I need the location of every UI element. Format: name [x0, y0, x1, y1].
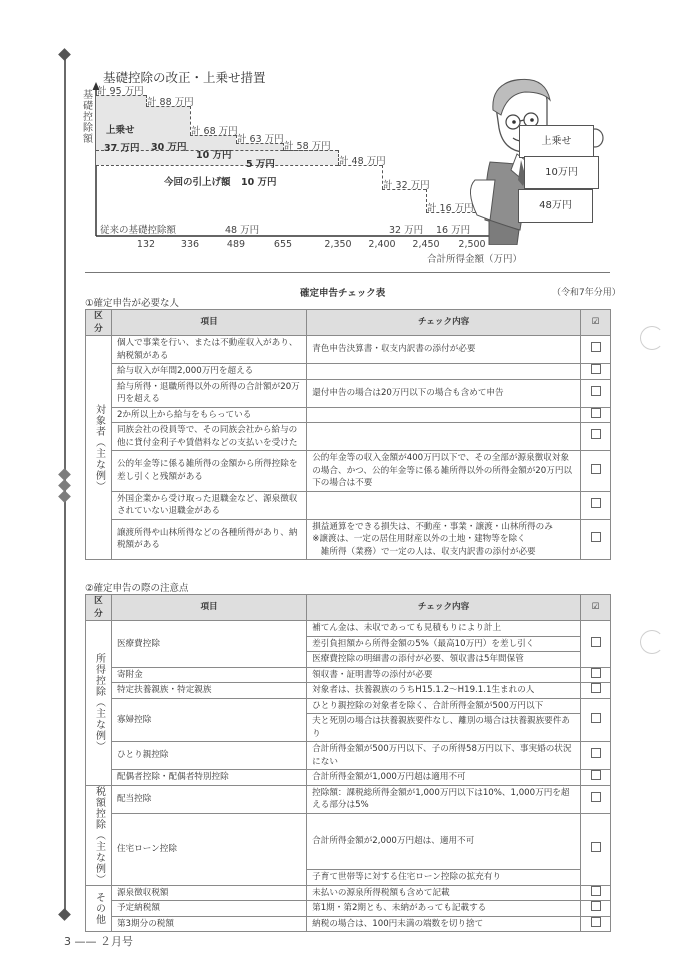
checklist-title: 確定申告チェック表	[300, 288, 386, 299]
content-cell	[307, 491, 581, 519]
checkbox[interactable]	[591, 683, 601, 693]
table-row	[86, 423, 611, 451]
header-item: 項目	[111, 595, 306, 621]
header-check: ☑	[581, 595, 611, 621]
table-row	[86, 491, 611, 519]
table-row	[86, 683, 611, 699]
category-cell	[86, 336, 112, 560]
step-total-label: 計 58 万円	[284, 141, 331, 153]
item-cell: ひとり親控除	[111, 742, 306, 770]
checkbox[interactable]	[591, 429, 601, 439]
table-row	[86, 813, 611, 870]
punch-hole-icon	[640, 630, 664, 654]
sign-top: 上乗せ	[519, 125, 594, 158]
content-cell: 領収書・証明書等の添付が必要	[307, 667, 581, 683]
required-filers-table	[85, 309, 611, 560]
content-cell: 未払いの源泉所得税額も含めて記載	[307, 885, 581, 901]
raise-value: 10 万円	[241, 177, 277, 188]
content-cell: 公的年金等の収入金額が400万円以下で、その全部が源泉徴収対象の場合、かつ、公的年金等に係る雑所得以外の所得金額が20万円以下の場合は不要	[307, 451, 581, 492]
table-row	[86, 336, 611, 364]
check-cell[interactable]	[581, 364, 611, 380]
table-row	[86, 519, 611, 560]
check-cell[interactable]	[581, 519, 611, 560]
checkbox[interactable]	[591, 342, 601, 352]
table-row	[86, 885, 611, 901]
x-tick-label: 336	[180, 239, 200, 250]
chart-title: 基礎控除の改正・上乗せ措置	[103, 70, 266, 85]
content-cell: 差引負担額から所得金額の5%（最高10万円）を差し引く	[307, 636, 581, 652]
item-cell: 住宅ローン控除	[111, 813, 306, 885]
header-check: ☑	[581, 310, 611, 336]
header-content: チェック内容	[307, 310, 581, 336]
header-category: 区分	[86, 595, 112, 621]
checkbox[interactable]	[591, 464, 601, 474]
checkbox[interactable]	[591, 917, 601, 927]
table-row	[86, 667, 611, 683]
punch-hole-icon	[640, 326, 664, 350]
item-cell: 寄附金	[111, 667, 306, 683]
check-cell[interactable]	[581, 379, 611, 407]
step-total-label: 計 48 万円	[339, 155, 386, 167]
table-row	[86, 698, 611, 714]
x-tick-label: 2,400	[368, 239, 396, 250]
check-cell[interactable]	[581, 336, 611, 364]
diamond-icon	[58, 490, 71, 503]
check-cell[interactable]	[581, 916, 611, 932]
category-label: 税額控除（主な例）	[93, 785, 105, 885]
table-row	[86, 407, 611, 423]
header-item: 項目	[111, 310, 306, 336]
y-axis-label: 基礎控除額	[83, 90, 93, 145]
checkbox[interactable]	[591, 792, 601, 802]
table-row	[86, 364, 611, 380]
checkbox[interactable]	[591, 386, 601, 396]
x-tick-label: 2,500	[458, 239, 486, 250]
check-cell[interactable]	[581, 885, 611, 901]
content-cell: 青色申告決算書・収支内訳書の添付が必要	[307, 336, 581, 364]
sign-bottom: 48万円	[518, 189, 593, 223]
x-axis-title: 合計所得金額（万円）	[427, 254, 523, 265]
footer-dash: ——	[74, 935, 97, 948]
page-footer	[64, 933, 133, 949]
step-value-label: 32 万円	[389, 225, 424, 236]
content-cell	[307, 407, 581, 423]
surcharge-value: 30 万円	[151, 142, 187, 153]
content-cell: 合計所得金額が500万円以下、子の所得58万円以下、事実婚の状況にない	[307, 742, 581, 770]
table-row	[86, 785, 611, 813]
surcharge-value: 37 万円	[104, 143, 140, 154]
step-total-label: 計 16 万円	[427, 203, 474, 215]
step-total-label: 計 88 万円	[147, 96, 194, 108]
item-cell: 配当控除	[111, 785, 306, 813]
checkbox[interactable]	[591, 842, 601, 852]
x-tick-label: 655	[273, 239, 293, 250]
check-cell[interactable]	[581, 813, 611, 885]
item-cell: 給与所得・退職所得以外の所得の合計額が20万円を超える	[111, 379, 306, 407]
check-cell[interactable]	[581, 667, 611, 683]
step-total-label: 計 32 万円	[383, 179, 430, 191]
category-label: 対象者（主な例）	[93, 403, 105, 492]
step-total-label: 計 68 万円	[191, 126, 238, 138]
check-cell[interactable]	[581, 742, 611, 770]
table-row	[86, 916, 611, 932]
table-header-row	[86, 310, 611, 336]
table-header-row	[86, 595, 611, 621]
step-value-label: 16 万円	[436, 225, 471, 236]
item-cell: 譲渡所得や山林所得などの各種所得があり、納税額がある	[111, 519, 306, 560]
item-cell: 配偶者控除・配偶者特別控除	[111, 770, 306, 786]
issue-label: ２月号	[100, 935, 133, 948]
raise-band-border	[96, 165, 338, 166]
header-category: 区分	[86, 310, 112, 336]
category-cell	[86, 621, 112, 786]
item-cell: 源泉徴収税額	[111, 885, 306, 901]
x-tick-label: 2,450	[412, 239, 440, 250]
check-cell[interactable]	[581, 770, 611, 786]
header-content: チェック内容	[307, 595, 581, 621]
category-label: 所得控除（主な例）	[93, 653, 105, 753]
content-cell: 夫と死別の場合は扶養親族要件なし、離別の場合は扶養親族要件あり	[307, 714, 581, 742]
surcharge-value: 10 万円	[196, 150, 232, 161]
raise-label: 今回の引上げ額	[164, 177, 231, 188]
table-row	[86, 742, 611, 770]
content-cell: 還付申告の場合は20万円以下の場合も含めて申告	[307, 379, 581, 407]
item-cell: 特定扶養親族・特定親族	[111, 683, 306, 699]
check-cell[interactable]	[581, 451, 611, 492]
x-tick-label: 489	[226, 239, 246, 250]
check-cell[interactable]	[581, 785, 611, 813]
check-cell[interactable]	[581, 423, 611, 451]
checkbox[interactable]	[591, 364, 601, 374]
checkbox[interactable]	[591, 713, 601, 723]
checkbox[interactable]	[591, 770, 601, 780]
item-cell: 予定納税額	[111, 901, 306, 917]
section-divider	[85, 272, 610, 273]
checkbox[interactable]	[591, 886, 601, 896]
table-row	[86, 379, 611, 407]
item-cell: 同族会社の役員等で、その同族会社から給与の他に貸付金利子や賃借料などの支払いを受けた	[111, 423, 306, 451]
base-label: 従来の基礎控除額	[100, 225, 177, 236]
checkbox[interactable]	[591, 532, 601, 542]
content-cell: 合計所得金額が1,000万円超は適用不可	[307, 770, 581, 786]
check-cell[interactable]	[581, 621, 611, 668]
check-cell[interactable]	[581, 683, 611, 699]
checkbox[interactable]	[591, 748, 601, 758]
item-cell: 個人で事業を行い、または不動産収入があり、納税額がある	[111, 336, 306, 364]
surcharge-value: 5 万円	[246, 159, 275, 170]
content-cell: ひとり親控除の対象者を除く、合計所得金額が500万円以下	[307, 698, 581, 714]
sign-middle: 10万円	[524, 156, 599, 189]
item-cell: 第3期分の税額	[111, 916, 306, 932]
item-cell: 外国企業から受け取った退職金など、源泉徴収されていない退職金がある	[111, 491, 306, 519]
section1-title: ①確定申告が必要な人	[85, 298, 180, 309]
content-cell: 補てん金は、未収であっても見積もりにより計上	[307, 621, 581, 637]
table-row	[86, 451, 611, 492]
content-cell: 第1期・第2期とも、未納があっても記載する	[307, 901, 581, 917]
table-row	[86, 770, 611, 786]
category-label: その他	[93, 891, 105, 925]
category-cell	[86, 885, 112, 932]
table-row	[86, 621, 611, 637]
content-cell	[307, 364, 581, 380]
check-cell[interactable]	[581, 901, 611, 917]
checkbox[interactable]	[591, 498, 601, 508]
item-cell: 給与収入が年間2,000万円を超える	[111, 364, 306, 380]
check-cell[interactable]	[581, 407, 611, 423]
content-cell: 損益通算をできる損失は、不動産・事業・譲渡・山林所得のみ ※譲渡は、一定の居住用財産以外の土地・建物等を除く 雑所得（業務）で一定の人は、収支内訳書の添付が必要	[307, 519, 581, 560]
table-row	[86, 901, 611, 917]
section2-title: ②確定申告の際の注意点	[85, 583, 189, 594]
page-number: 3	[64, 935, 71, 948]
checklist-year-note: （令和7年分用）	[552, 288, 621, 298]
content-cell: 控除額：課税総所得金額が1,000万円以下は10%、1,000万円を超える部分は5%	[307, 785, 581, 813]
content-cell: 子育て世帯等に対する住宅ローン控除の拡充有り	[307, 870, 581, 886]
item-cell: 医療費控除	[111, 621, 306, 668]
step-total-label: 計 95 万円	[97, 86, 144, 98]
content-cell: 納税の場合は、100円未満の端数を切り捨て	[307, 916, 581, 932]
content-cell	[307, 423, 581, 451]
step-total-label: 計 63 万円	[237, 133, 284, 145]
filing-notes-table	[85, 594, 611, 932]
check-cell[interactable]	[581, 698, 611, 742]
item-cell: 2か所以上から給与をもらっている	[111, 407, 306, 423]
category-cell	[86, 785, 112, 885]
content-cell: 医療費控除の明細書の添付が必要、領収書は5年間保管	[307, 652, 581, 668]
checkbox[interactable]	[591, 901, 601, 911]
x-tick-label: 2,350	[324, 239, 352, 250]
check-cell[interactable]	[581, 491, 611, 519]
diamond-icon	[58, 908, 71, 921]
checkbox[interactable]	[591, 668, 601, 678]
base-value: 48 万円	[225, 225, 260, 236]
item-cell: 公的年金等に係る雑所得の金額から所得控除を差し引くと残額がある	[111, 451, 306, 492]
checkbox[interactable]	[591, 637, 601, 647]
content-cell: 合計所得金額が2,000万円超は、適用不可	[307, 813, 581, 870]
item-cell: 寡婦控除	[111, 698, 306, 742]
checkbox[interactable]	[591, 408, 601, 418]
x-tick-label: 132	[136, 239, 156, 250]
content-cell: 対象者は、扶養親族のうちH15.1.2〜H19.1.1生まれの人	[307, 683, 581, 699]
surcharge-title: 上乗せ	[106, 125, 135, 136]
